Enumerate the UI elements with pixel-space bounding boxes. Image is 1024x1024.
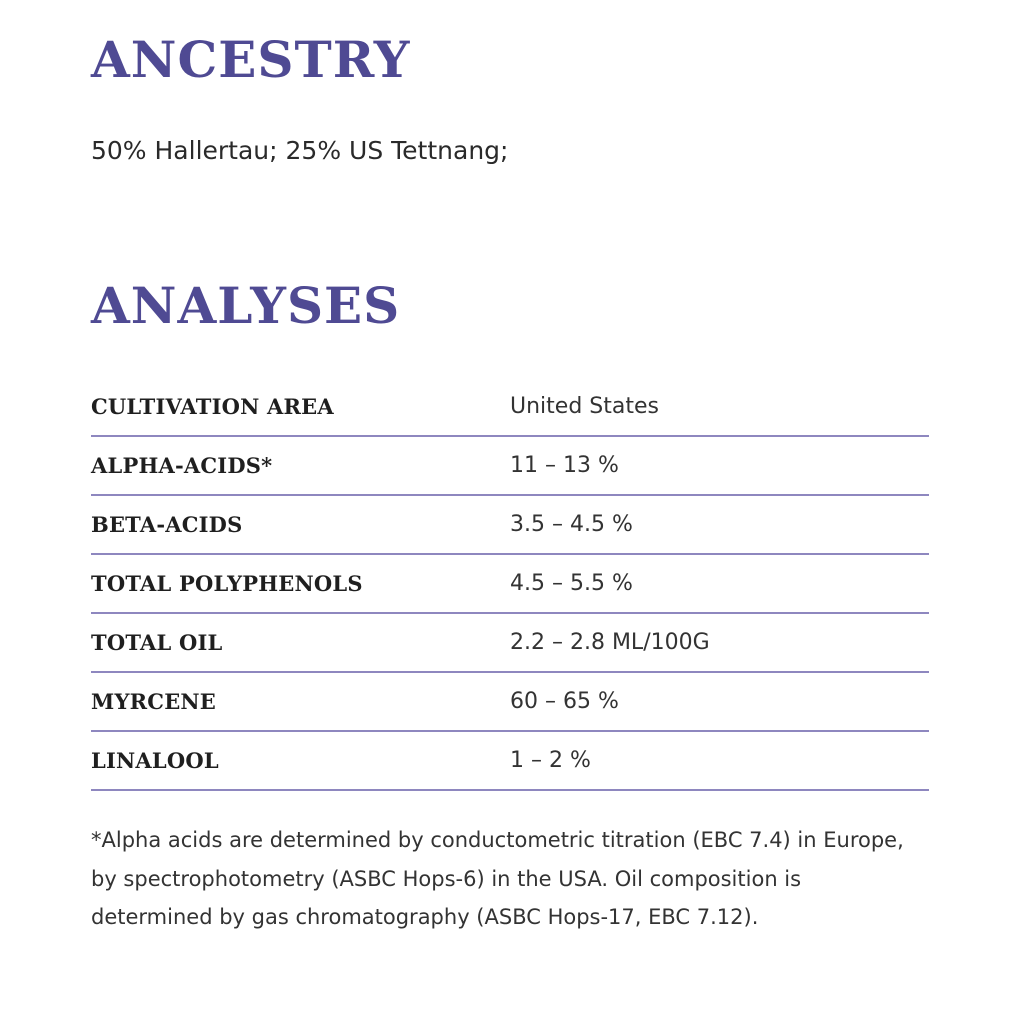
row-label: BETA-ACIDS xyxy=(91,495,510,554)
table-row xyxy=(91,436,929,495)
analyses-footnote: *Alpha acids are determined by conductometric titration (EBC 7.4) in Europe, by spectrophotometry (ASBC Hops-6) in the USA. Oil composition is determined by gas chromatography (ASBC Hops-17, EBC 7.12). xyxy=(91,828,904,929)
table-row xyxy=(91,672,929,731)
row-value: United States xyxy=(510,378,929,436)
ancestry-text: 50% Hallertau; 25% US Tettnang; xyxy=(91,136,509,165)
table-row xyxy=(91,554,929,613)
table-row xyxy=(91,495,929,554)
row-value: 3.5 – 4.5 % xyxy=(510,495,929,554)
row-label: ALPHA-ACIDS* xyxy=(91,436,510,495)
row-label: MYRCENE xyxy=(91,672,510,731)
row-value: 11 – 13 % xyxy=(510,436,929,495)
table-row xyxy=(91,731,929,790)
row-label: TOTAL POLYPHENOLS xyxy=(91,554,510,613)
table-row xyxy=(91,613,929,672)
analyses-heading: ANALYSES xyxy=(91,276,401,335)
row-label: TOTAL OIL xyxy=(91,613,510,672)
row-value: 60 – 65 % xyxy=(510,672,929,731)
table-row xyxy=(91,378,929,436)
analyses-table xyxy=(91,378,929,791)
row-label: LINALOOL xyxy=(91,731,510,790)
row-value: 1 – 2 % xyxy=(510,731,929,790)
ancestry-heading: ANCESTRY xyxy=(91,30,411,89)
row-label: CULTIVATION AREA xyxy=(91,378,510,436)
row-value: 4.5 – 5.5 % xyxy=(510,554,929,613)
row-value: 2.2 – 2.8 ML/100G xyxy=(510,613,929,672)
